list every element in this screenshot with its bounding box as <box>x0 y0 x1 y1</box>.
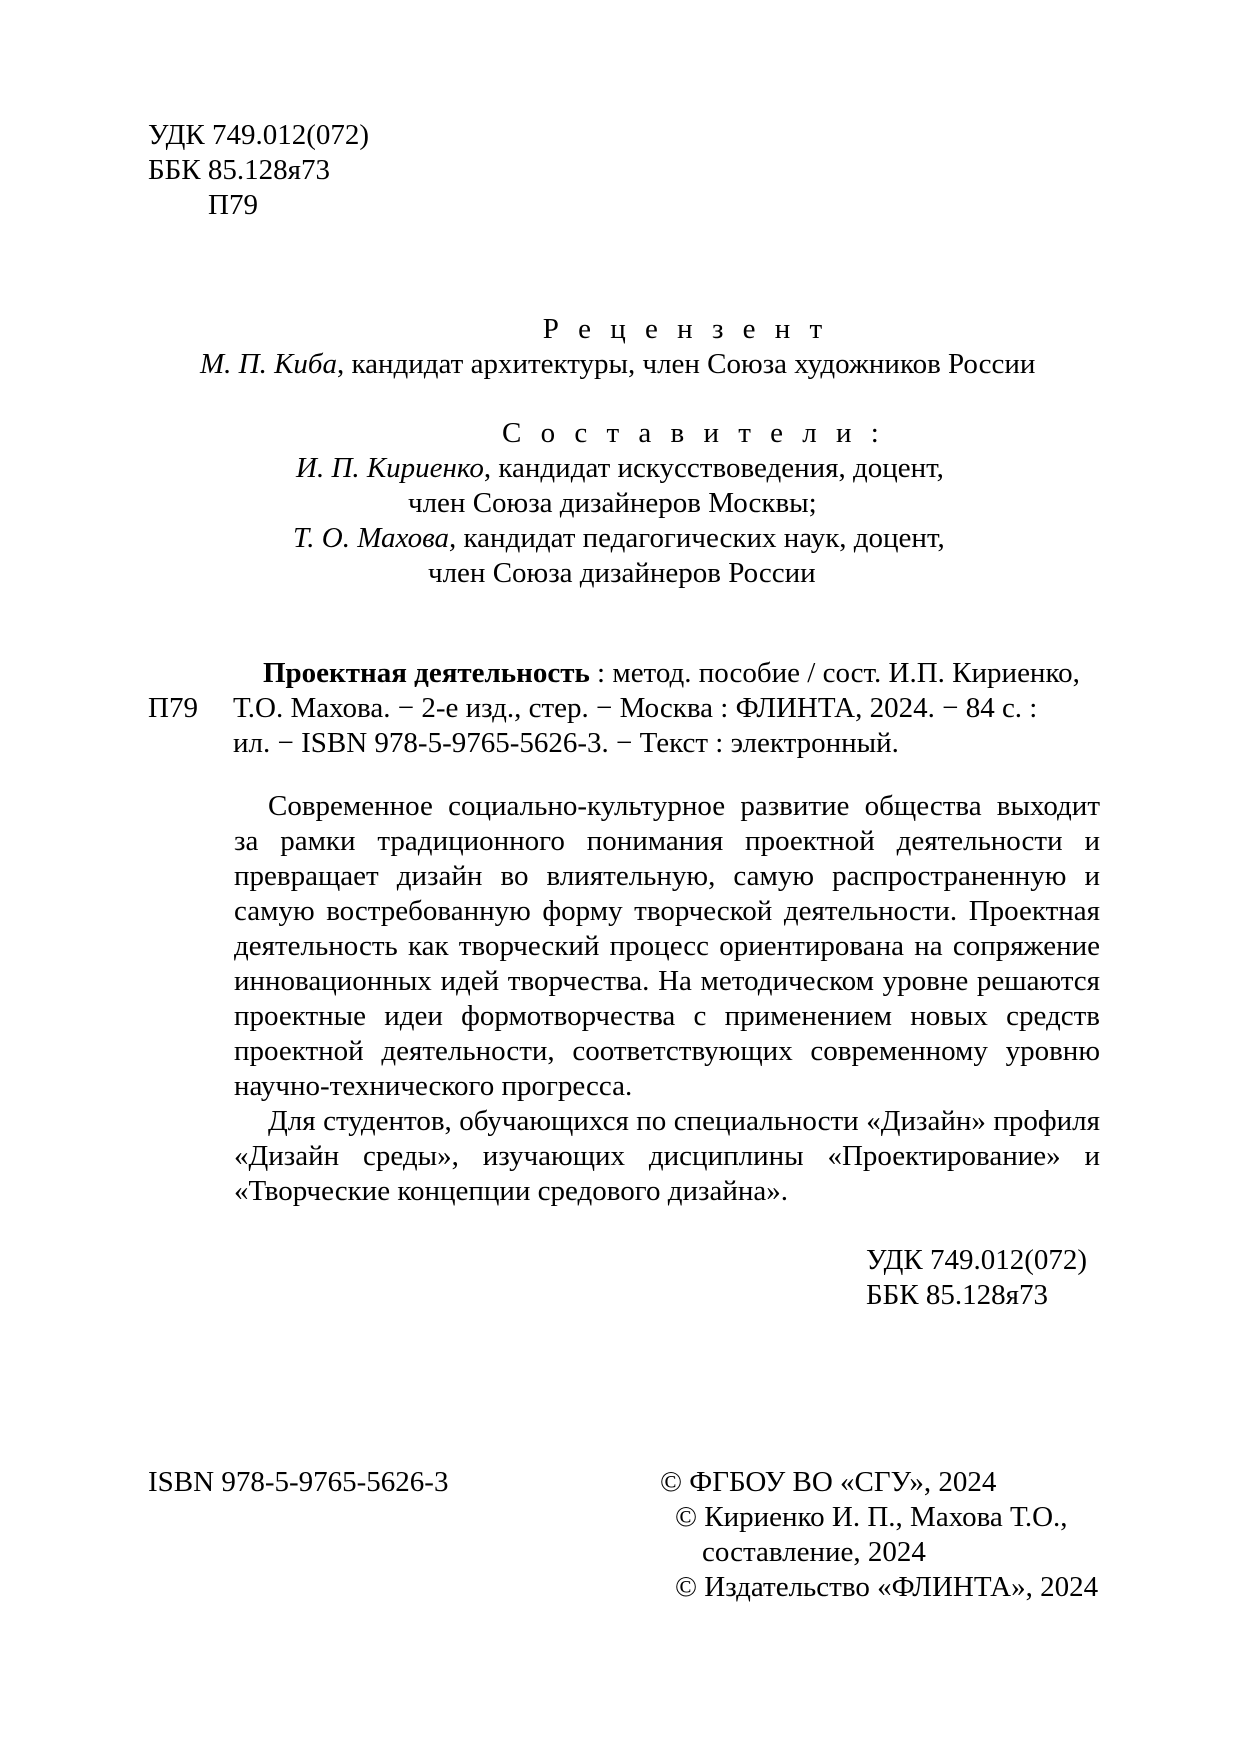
annotation-line: «Творческие концепции средового дизайна». <box>234 1175 788 1207</box>
compiler-2-line-1 <box>293 521 945 555</box>
compiler-1-name: И. П. Кириенко <box>296 452 484 484</box>
reviewer-details: , кандидат архитектуры, член Союза художников России <box>336 348 1036 380</box>
annotation-line: инновационных идей творчества. На методическом уровне решаются <box>234 965 1100 997</box>
annotation-line: превращает дизайн во влиятельную, самую распространенную и <box>234 860 1100 892</box>
reviewer-heading: Р е ц е н з е н т <box>542 313 829 345</box>
annotation-line: «Дизайн среды», изучающих дисциплины «Проектирование» и <box>234 1140 1100 1172</box>
footer-bbk-code: ББК 85.128я73 <box>866 1279 1048 1311</box>
bibliography-line-3: ил. − ISBN 978-5-9765-5626-3. − Текст : электронный. <box>233 727 899 759</box>
compiler-2-line-2: член Союза дизайнеров России <box>428 557 816 589</box>
footer-udk-code: УДК 749.012(072) <box>866 1244 1088 1276</box>
copyright-university: © ФГБОУ ВО «СГУ», 2024 <box>660 1466 997 1498</box>
copyright-authors-cont: составление, 2024 <box>702 1536 926 1568</box>
annotation-line: Современное социально-культурное развитие общества выходит <box>268 790 1100 822</box>
compiler-1-line-2: член Союза дизайнеров Москвы; <box>408 487 817 519</box>
bibliography-line-2: Т.О. Махова. − 2-е изд., стер. − Москва : ФЛИНТА, 2024. − 84 с. : <box>233 692 1038 724</box>
annotation-line: проектной деятельности, соответствующих современному уровню <box>234 1035 1100 1067</box>
bibliography-line-1 <box>263 656 1080 690</box>
udk-code: УДК 749.012(072) <box>148 119 370 151</box>
annotation-line: за рамки традиционного понимания проектной деятельности и <box>234 825 1100 857</box>
annotation-line: Для студентов, обучающихся по специальности «Дизайн» профиля <box>268 1105 1100 1137</box>
bibliography-mark: П79 <box>148 692 198 724</box>
compiler-1-details: , кандидат искусствоведения, доцент, <box>483 452 944 484</box>
bbk-code: ББК 85.128я73 <box>148 154 330 186</box>
reviewer-line <box>200 347 1035 381</box>
compiler-2-name: Т. О. Махова, <box>293 522 457 554</box>
book-title: Проектная деятельность <box>263 657 590 689</box>
annotation-line: деятельность как творческий процесс ориентирована на сопряжение <box>234 930 1100 962</box>
annotation-line: проектные идеи формотворчества с применением новых средств <box>234 1000 1100 1032</box>
reviewer-name: М. П. Киба <box>200 348 337 380</box>
annotation-line: научно-технического прогресса. <box>234 1070 633 1102</box>
bibliography-line-1-rest: : метод. пособие / сост. И.П. Кириенко, <box>589 657 1080 689</box>
compiler-1-line-1 <box>296 451 944 485</box>
copyright-publisher: © Издательство «ФЛИНТА», 2024 <box>675 1571 1099 1603</box>
author-mark: П79 <box>208 189 258 221</box>
compilers-heading: С о с т а в и т е л и : <box>502 417 885 449</box>
copyright-authors: © Кириенко И. П., Махова Т.О., <box>675 1501 1068 1533</box>
isbn: ISBN 978-5-9765-5626-3 <box>148 1466 449 1498</box>
annotation-line: самую востребованную форму творческой деятельности. Проектная <box>234 895 1100 927</box>
compiler-2-details: кандидат педагогических наук, доцент, <box>456 522 945 554</box>
